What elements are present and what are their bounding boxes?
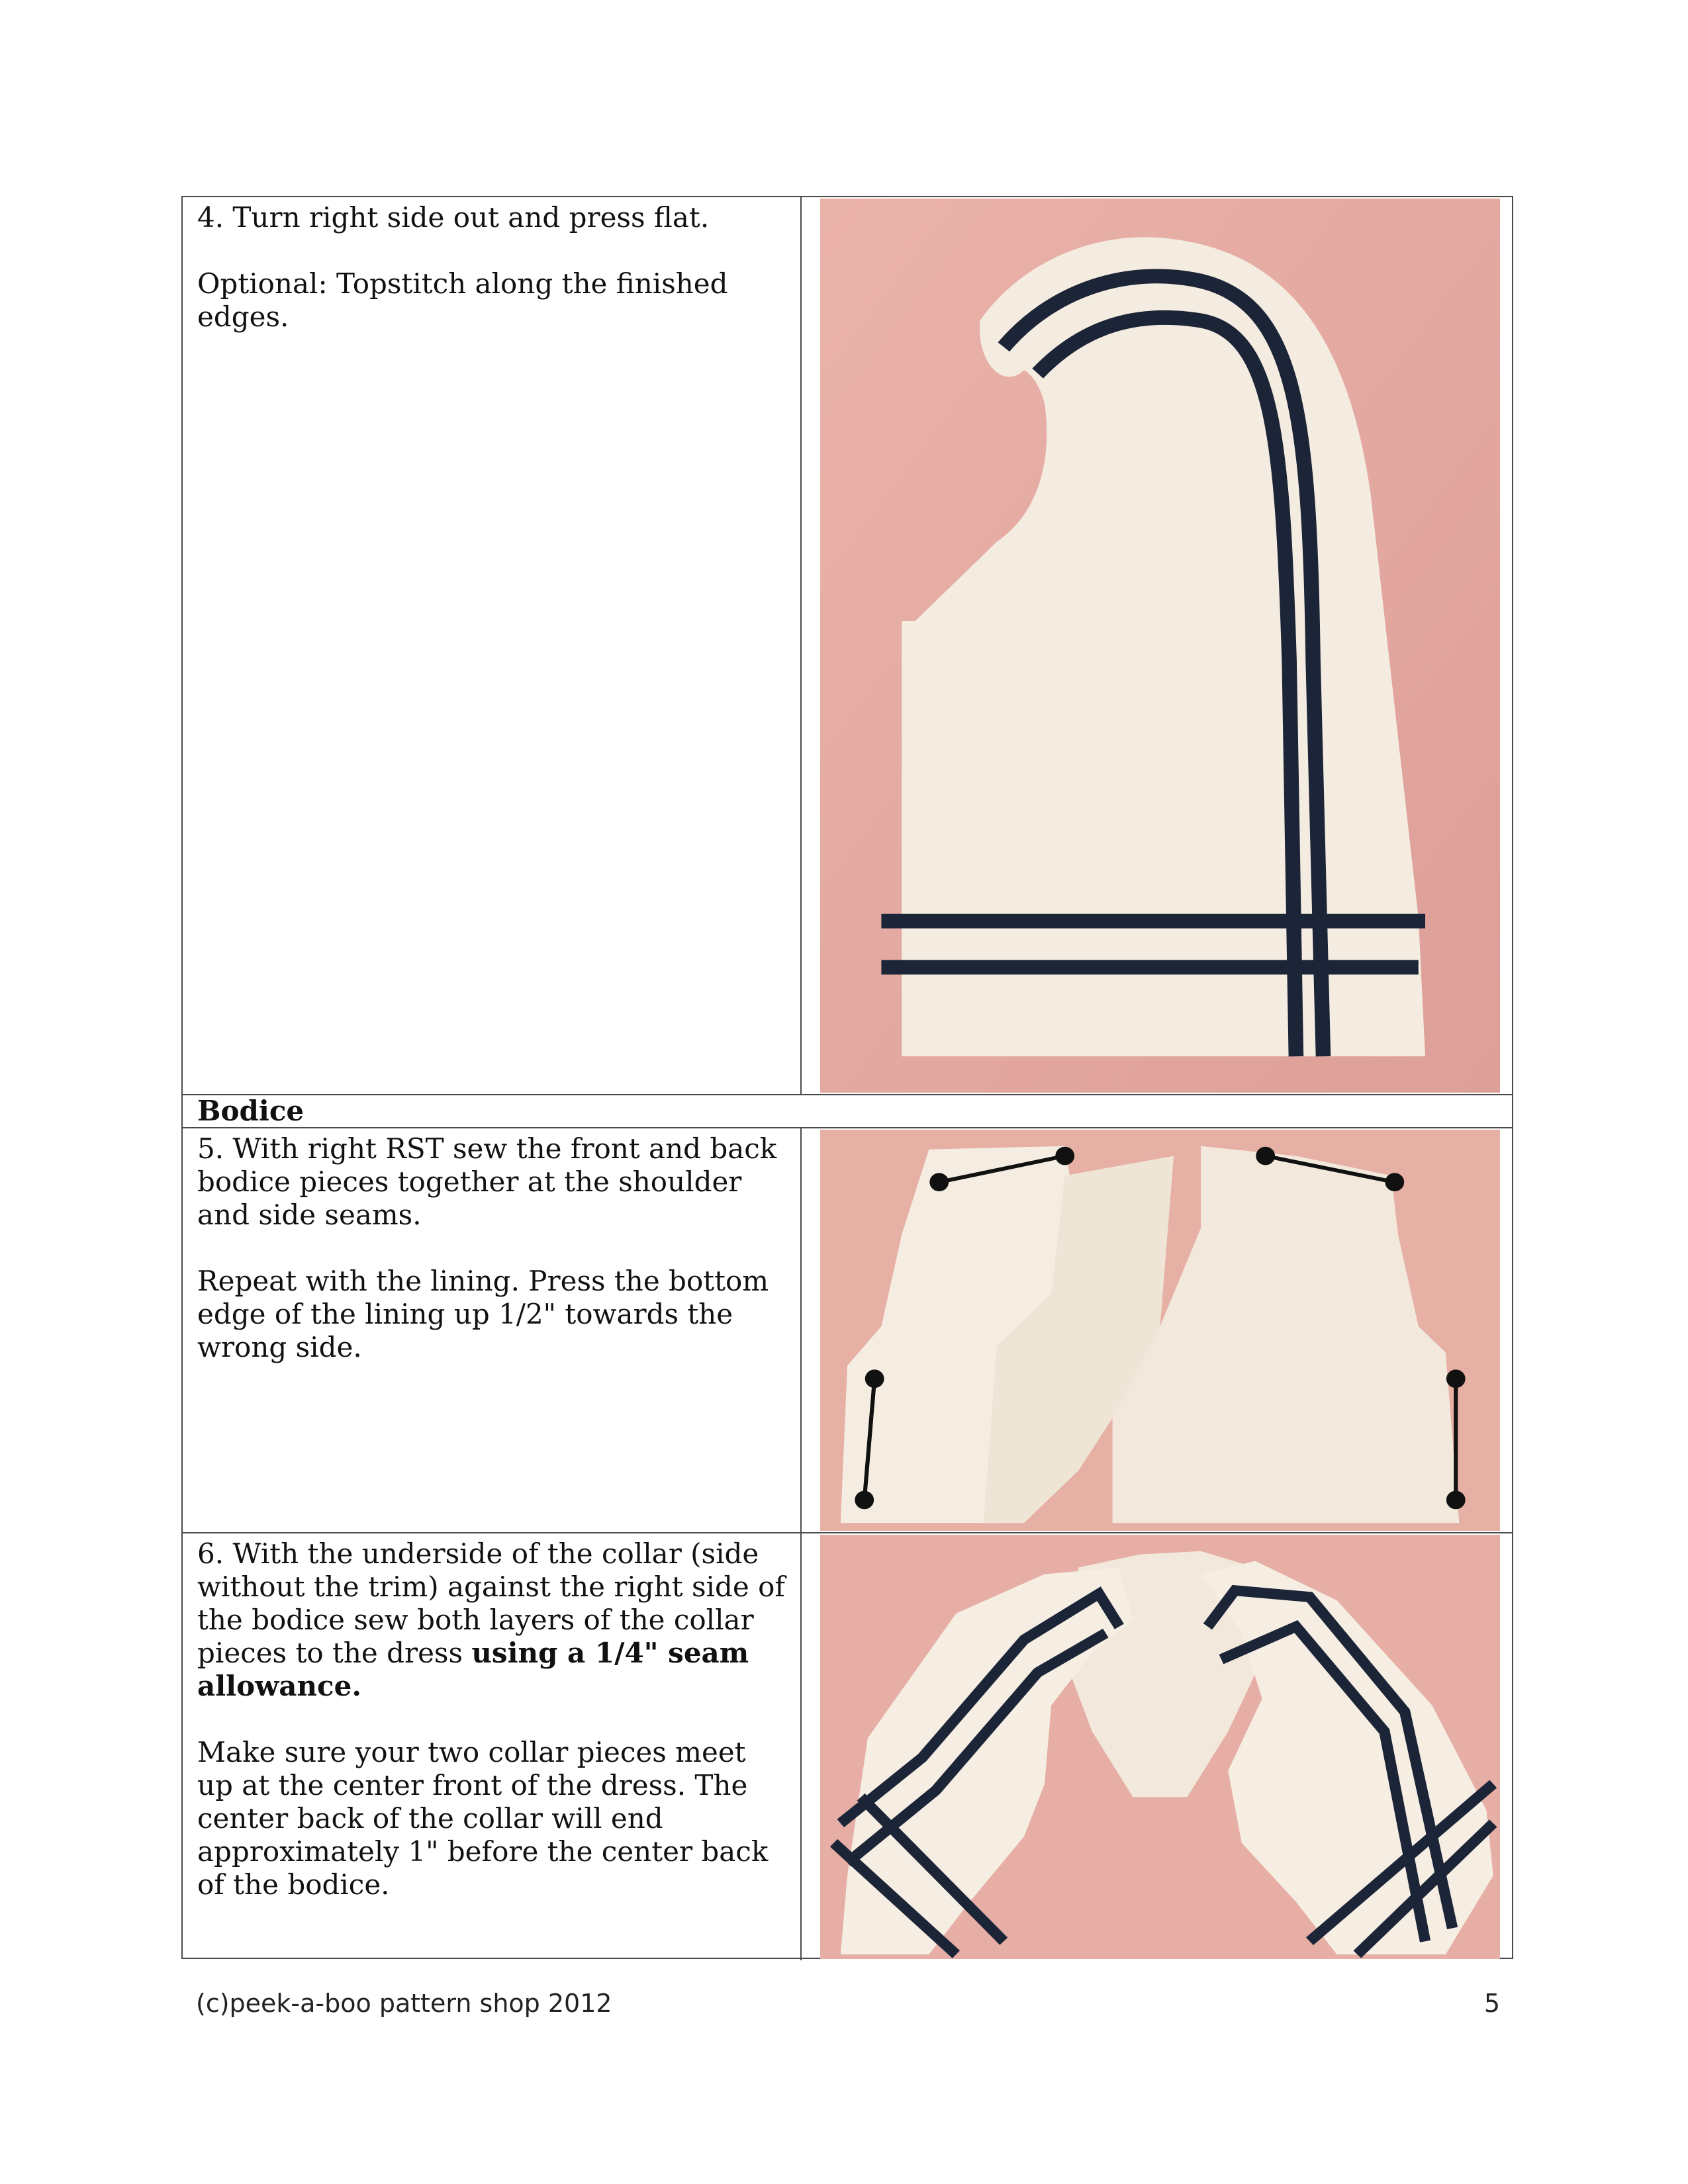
step-6-instruction xyxy=(197,1537,786,1703)
step-6-alignment-note: Make sure your two collar pieces meet up at the center front of the dress. The center back of the collar will end approximately 1" before the center back of the bodice. xyxy=(197,1736,769,1901)
step-5-text xyxy=(183,1128,802,1532)
copyright-text: (c)peek-a-boo pattern shop 2012 xyxy=(196,1989,612,2018)
step-5-instruction: 5. With right RST sew the front and back bodice pieces together at the shoulder and side seams. xyxy=(197,1132,777,1231)
step-4-photo-cell xyxy=(802,197,1512,1094)
collar-on-bodice-photo xyxy=(820,1535,1500,1959)
seam-allowance-emphasis: using a 1/4" seam allowance. xyxy=(197,1637,749,1702)
step-5-photo-cell xyxy=(802,1128,1512,1532)
step-6-text xyxy=(183,1533,802,1960)
bodice-pieces-photo xyxy=(820,1130,1500,1531)
step-6-row xyxy=(183,1532,1512,1960)
step-4-row xyxy=(183,197,1512,1094)
step-4-instruction: 4. Turn right side out and press flat. xyxy=(197,201,710,234)
step-4-text xyxy=(183,197,802,1094)
step-5-lining-note: Repeat with the lining. Press the bottom edge of the lining up 1/2" towards the wrong side. xyxy=(197,1265,769,1363)
step-4-optional-note: Optional: Topstitch along the finished edges. xyxy=(197,267,728,333)
step-6-photo-cell xyxy=(802,1533,1512,1960)
step-5-row xyxy=(183,1127,1512,1532)
instruction-table xyxy=(181,196,1513,1959)
step-6-instruction-plain: 6. With the underside of the collar (side without the trim) against the right side of the bodice sew both layers of the collar pieces to the dress xyxy=(197,1537,785,1669)
bodice-heading-row xyxy=(183,1094,1512,1127)
collar-piece-photo xyxy=(820,199,1500,1093)
bodice-heading: Bodice xyxy=(197,1095,305,1127)
page-number: 5 xyxy=(1483,1989,1500,2018)
